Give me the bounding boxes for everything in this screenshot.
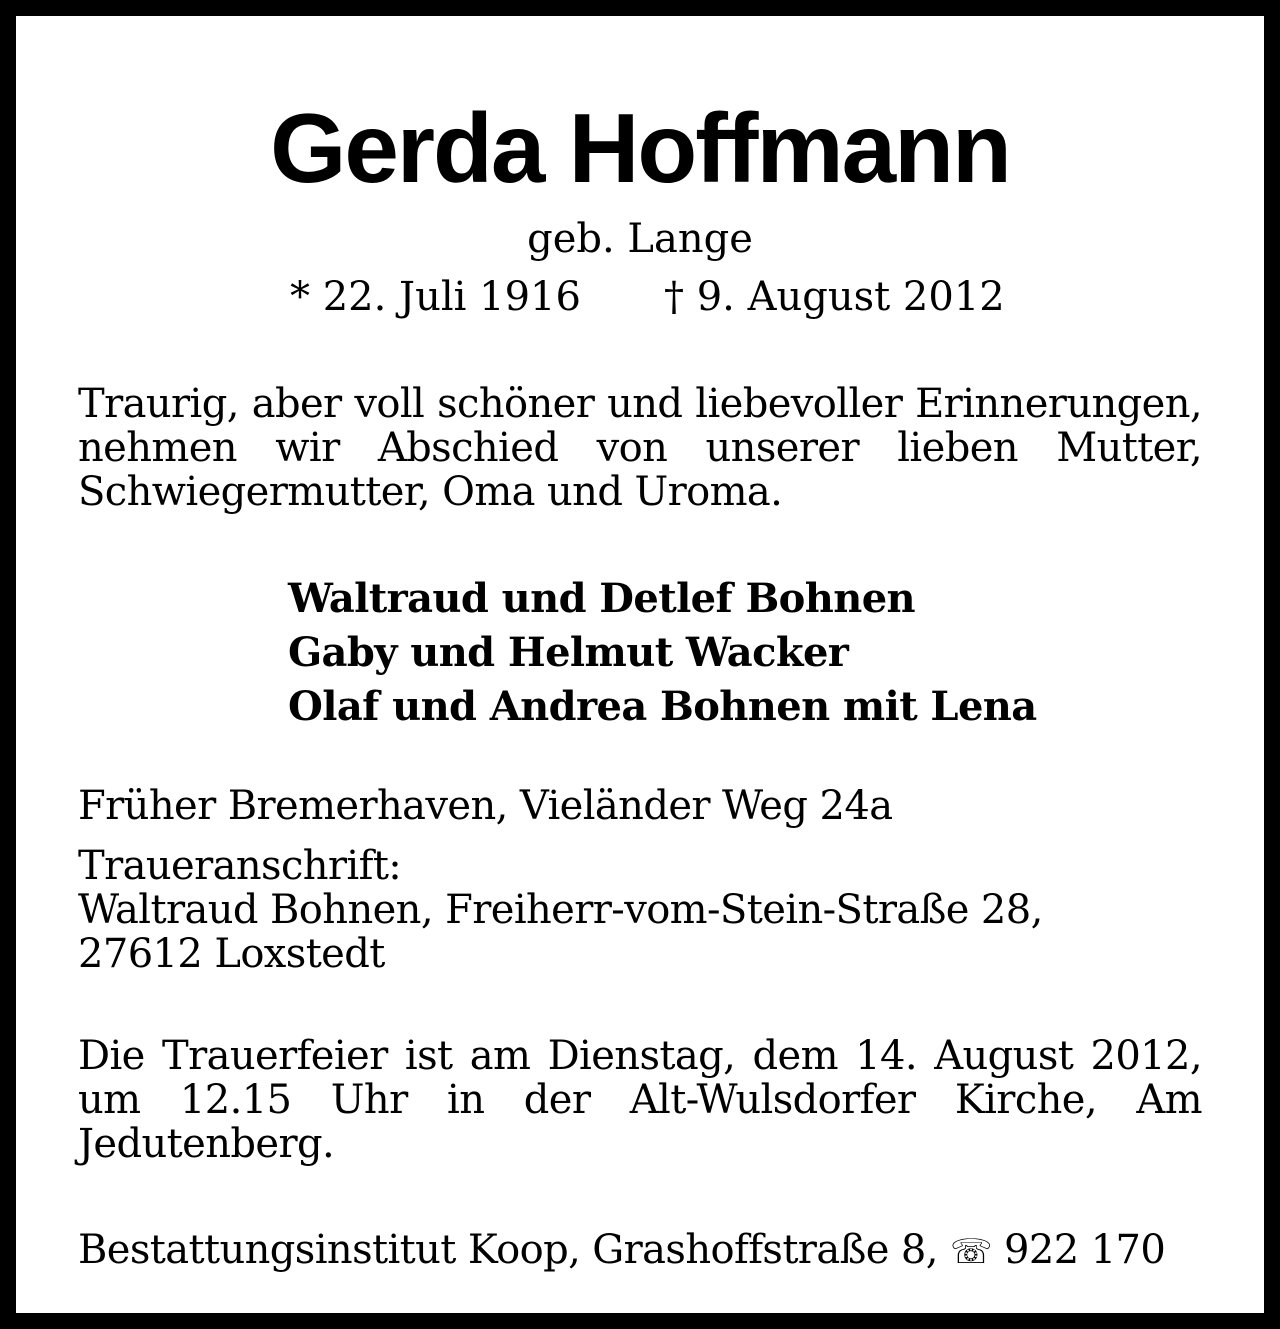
death-date: † 9. August 2012: [664, 274, 1005, 320]
mourning-address: [78, 844, 1043, 976]
undertaker-text: Bestattungsinstitut Koop, Grashoffstraße 8,: [78, 1227, 938, 1273]
mourning-address-street: Waltraud Bohnen, Freiherr-vom-Stein-Straße 28,: [78, 887, 1043, 933]
farewell-message: Traurig, aber voll schöner und liebevoller Erinnerungen, nehmen wir Abschied von unserer lieben Mutter, Schwiegermutter, Oma und Uroma.: [78, 381, 1202, 515]
family-member: Olaf und Andrea Bohnen mit Lena: [288, 683, 1037, 730]
phone-number: 922 170: [1004, 1227, 1166, 1273]
mourning-address-city: 27612 Loxstedt: [78, 931, 385, 977]
mourning-address-label: Traueranschrift:: [78, 843, 402, 889]
family-list: [288, 572, 1037, 734]
deceased-name: Gerda Hoffmann: [270, 93, 1010, 203]
family-member: Waltraud und Detlef Bohnen: [288, 575, 916, 622]
telephone-icon: ☏: [949, 1232, 992, 1272]
maiden-name: geb. Lange: [527, 216, 753, 262]
ceremony-info: Die Trauerfeier ist am Dienstag, dem 14. August 2012, um 12.15 Uhr in der Alt-Wulsdorfer Kirche, Am Jedutenberg.: [78, 1033, 1202, 1167]
family-member: Gaby und Helmut Wacker: [288, 629, 849, 676]
former-address: Früher Bremerhaven, Vieländer Weg 24a: [78, 783, 893, 829]
undertaker-info: [78, 1228, 1165, 1274]
birth-date: * 22. Juli 1916: [290, 274, 581, 320]
